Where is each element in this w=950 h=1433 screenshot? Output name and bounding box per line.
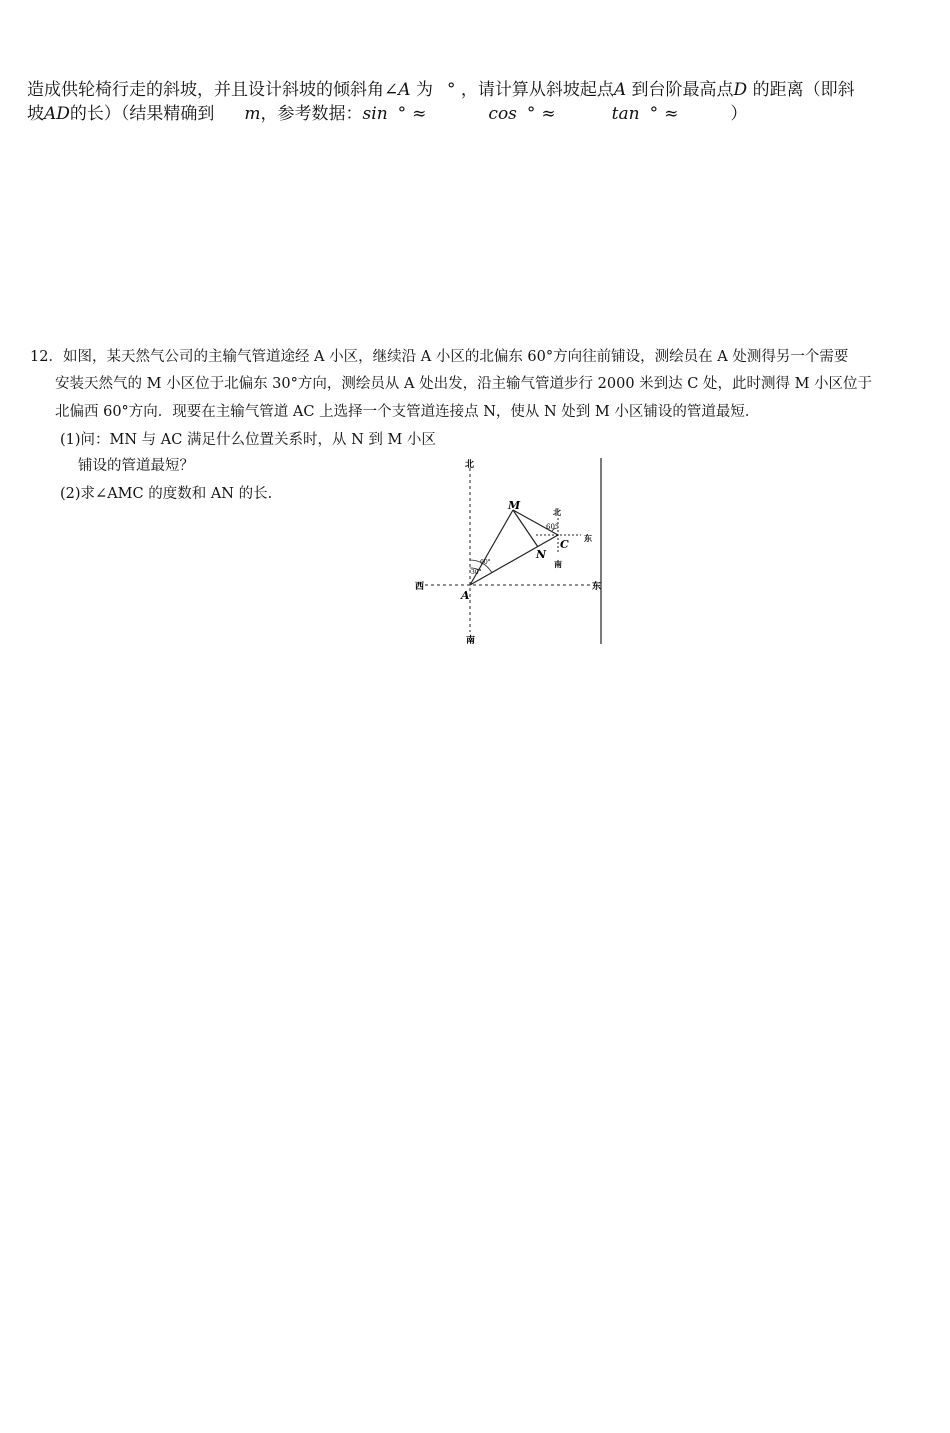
degree-symbol: ° bbox=[446, 80, 456, 100]
text: 坡 bbox=[27, 104, 44, 124]
question-2: (2)求∠AMC 的度数和 AN 的长. bbox=[60, 486, 273, 502]
point-label: D bbox=[733, 80, 748, 100]
north-label: 北 bbox=[465, 460, 475, 470]
tan-label: tan bbox=[611, 104, 640, 124]
point-C-label: C bbox=[560, 538, 569, 551]
text: 到台阶最高点 bbox=[631, 80, 734, 100]
degree-symbol: ° bbox=[649, 104, 659, 124]
point-A-label: A bbox=[461, 589, 470, 602]
question-1b: 铺设的管道最短？ bbox=[78, 458, 194, 474]
problem-12-line-1: 12．如图，某天然气公司的主输气管道途经 A 小区，继续沿 A 小区的北偏东 60°方向往前铺设，测绘员在 A 处测得另一个需要 bbox=[30, 349, 849, 365]
text: ） bbox=[730, 104, 748, 124]
c-south-label: 南 bbox=[554, 559, 562, 569]
south-label: 南 bbox=[466, 636, 476, 646]
c-north-label: 北 bbox=[553, 507, 561, 517]
c-east-label: 东 bbox=[584, 533, 592, 543]
problem-12-line-3: 北偏西 60°方向．现要在主输气管道 AC 上选择一个支管道连接点 N，使从 N 处到 M 小区铺设的管道最短． bbox=[55, 404, 760, 420]
point-N-label: N bbox=[536, 548, 547, 561]
bearing-diagram bbox=[405, 452, 610, 647]
angle-a-60-label: 60° bbox=[480, 559, 491, 566]
degree-symbol: ° bbox=[526, 104, 536, 124]
point-M-label: M bbox=[508, 499, 521, 512]
prev-problem-line-2 bbox=[27, 106, 747, 123]
angle-vertex: A bbox=[398, 80, 411, 100]
text: ，请计算从斜坡起点 bbox=[460, 80, 614, 100]
approx-symbol: ≈ bbox=[541, 104, 556, 124]
cos-label: cos bbox=[488, 104, 517, 124]
angle-c-60-label: 60° bbox=[546, 523, 559, 531]
segment-label: AD bbox=[44, 104, 70, 124]
degree-symbol: ° bbox=[397, 104, 407, 124]
text: 造成供轮椅行走的斜坡，并且设计斜坡的倾斜角∠ bbox=[27, 80, 399, 100]
segment-MN bbox=[513, 510, 538, 547]
sin-label: sin bbox=[362, 104, 388, 124]
text: 的长）（结果精确到 bbox=[69, 104, 215, 124]
approx-symbol: ≈ bbox=[412, 104, 427, 124]
east-label: 东 bbox=[592, 582, 602, 592]
unit: m bbox=[244, 104, 261, 124]
text: 为 bbox=[415, 80, 433, 100]
text: ，参考数据： bbox=[260, 104, 363, 124]
text: 的距离（即斜 bbox=[752, 80, 855, 100]
angle-a-30-label: 30° bbox=[471, 569, 482, 576]
approx-symbol: ≈ bbox=[664, 104, 679, 124]
point-label: A bbox=[613, 80, 627, 100]
prev-problem-line-1 bbox=[27, 82, 855, 99]
west-label: 西 bbox=[415, 582, 425, 592]
question-1a: (1)问：MN 与 AC 满足什么位置关系时，从 N 到 M 小区 bbox=[60, 432, 436, 448]
problem-12-line-2: 安装天然气的 M 小区位于北偏东 30°方向，测绘员从 A 处出发，沿主输气管道步行 2000 米到达 C 处，此时测得 M 小区位于 bbox=[55, 376, 873, 392]
